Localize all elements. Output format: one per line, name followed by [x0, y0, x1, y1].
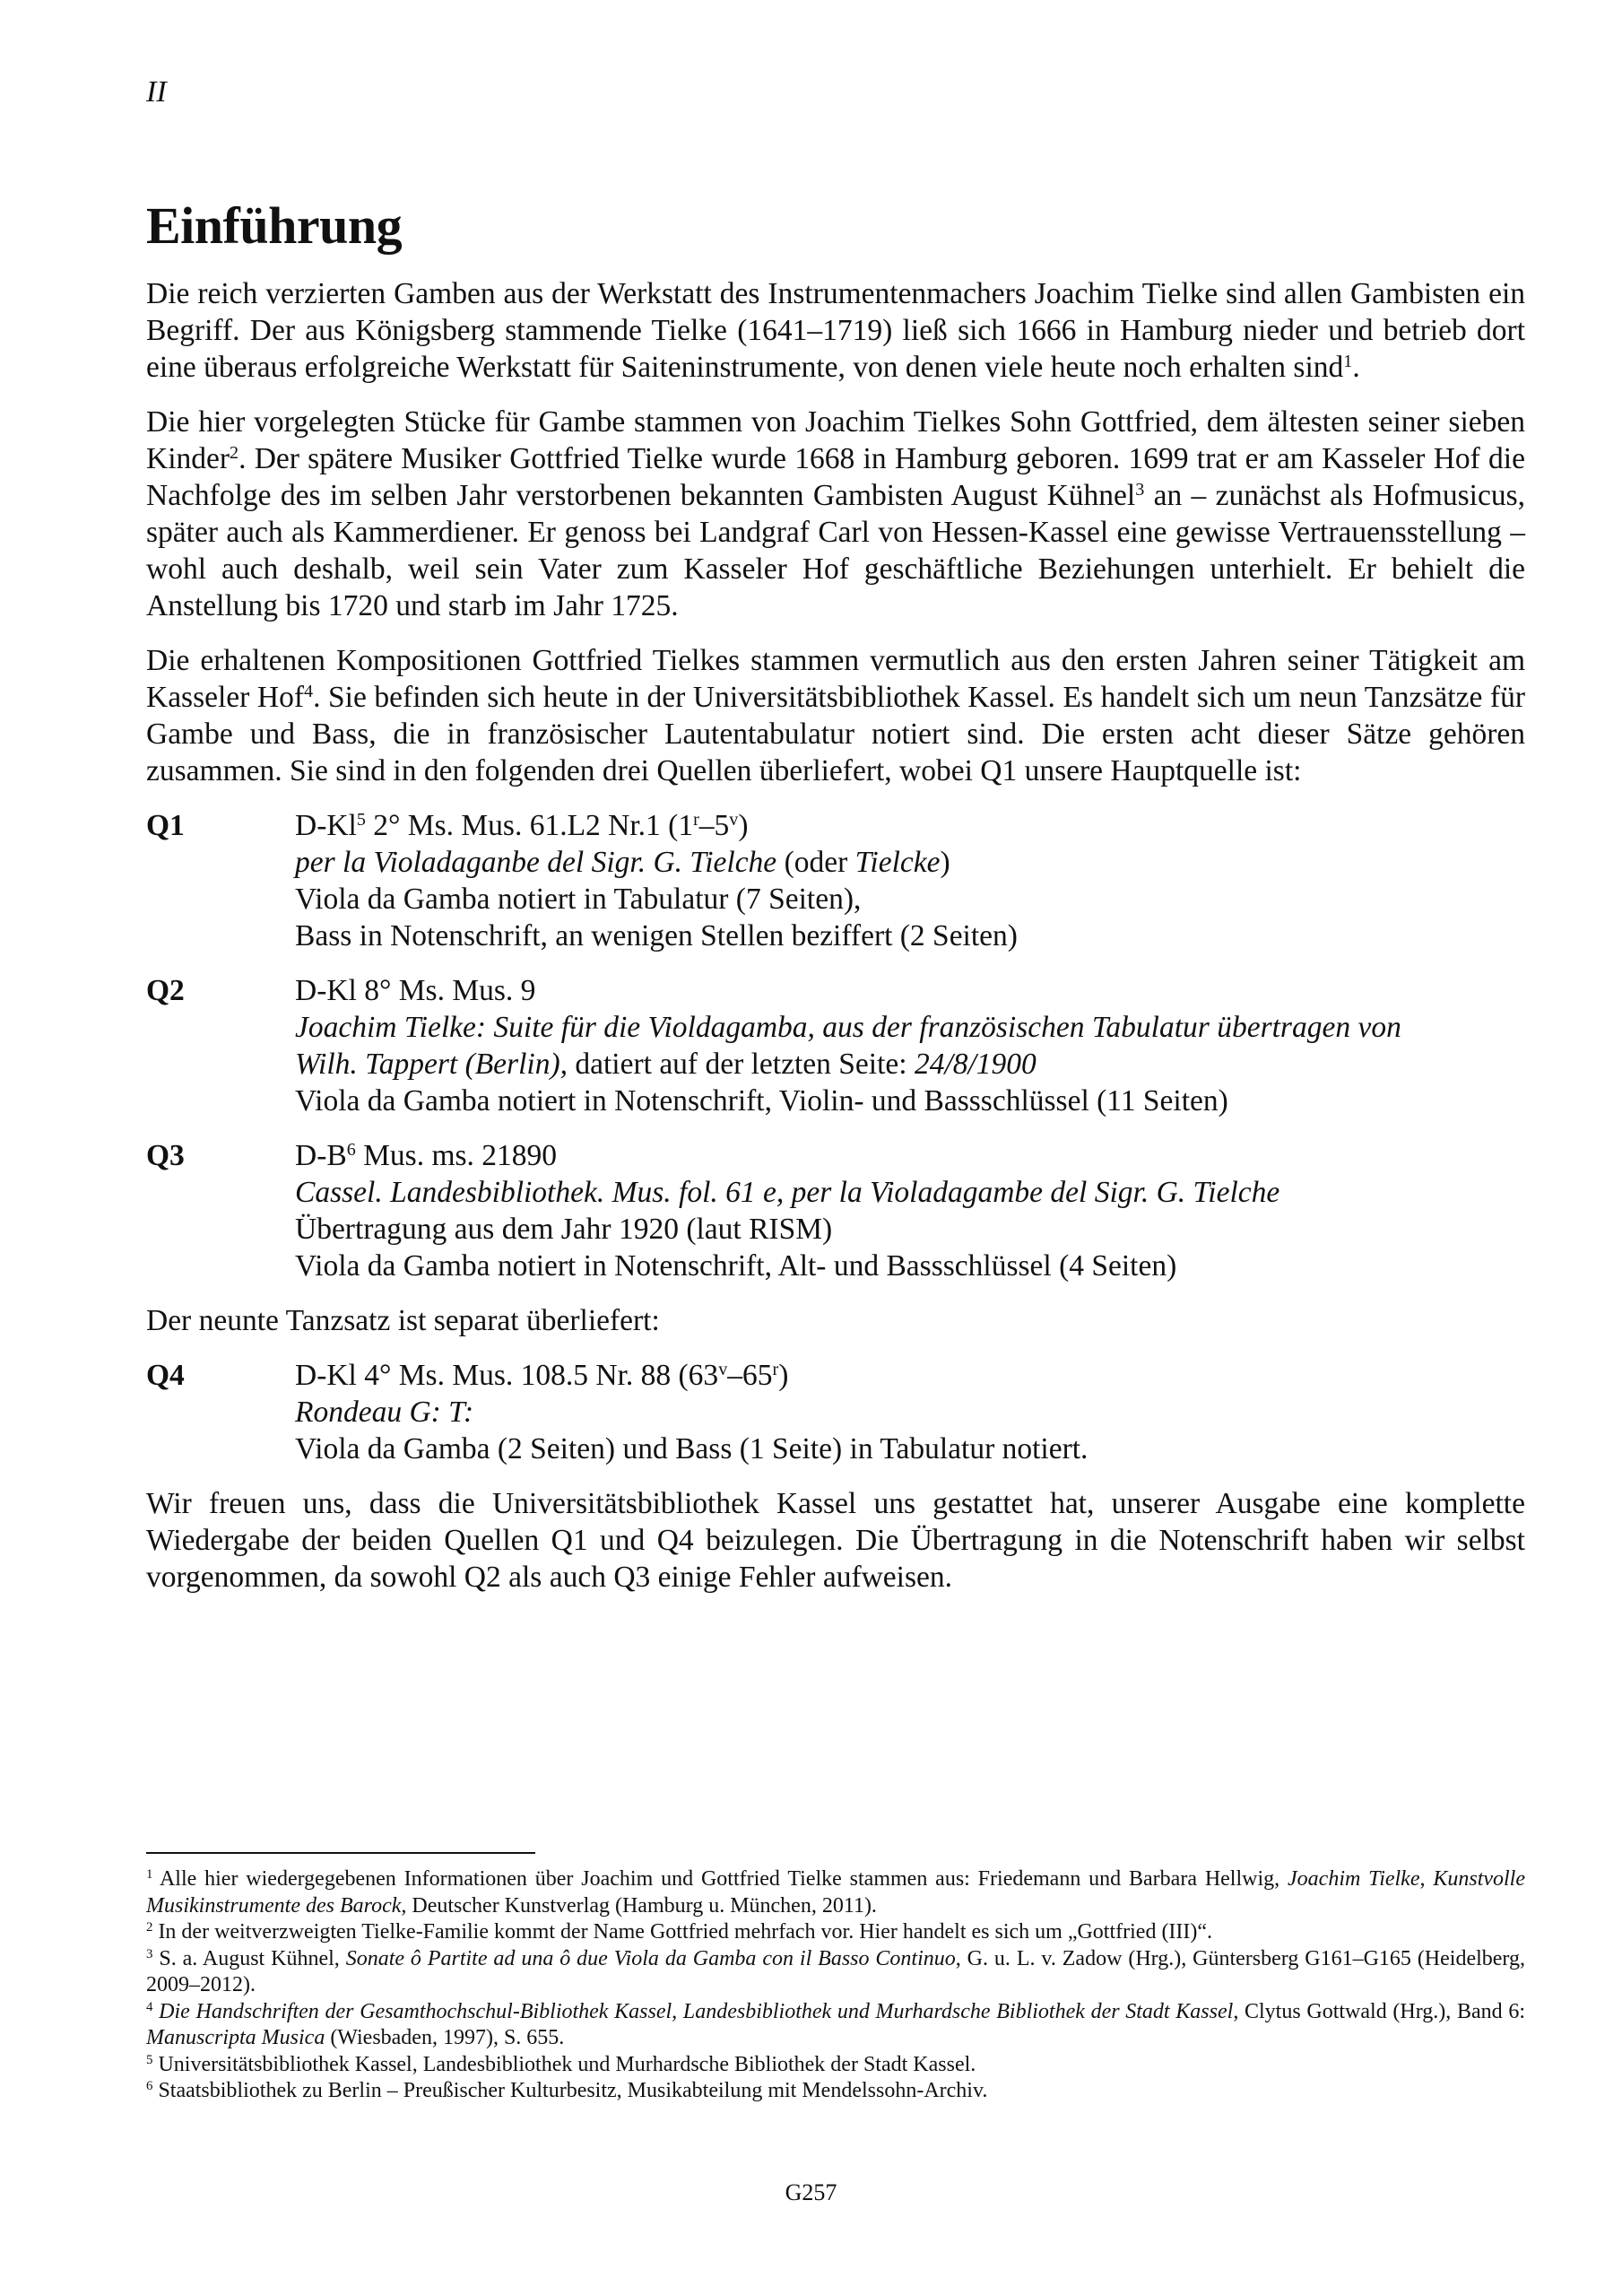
source-list-separate — [146, 1357, 1525, 1467]
source-detail-line — [295, 1083, 1525, 1119]
source-label: Q4 — [146, 1359, 185, 1392]
text-run: . Sie befinden sich heute in der Universitätsbibliothek Kassel. Es handelt sich um neun Tanzsätze für Gambe und Bass, die in französischer Lautentabulatur notiert sind. Die ersten acht dieser Sätze gehören zusammen. Sie sind in den folgenden drei Quellen überliefert, wobei Q1 unsere Hauptquelle ist: — [146, 681, 1525, 787]
source-entry-q2 — [146, 972, 1525, 1119]
text-run: –65 — [727, 1359, 773, 1392]
text-run: Der neunte Tanzsatz ist separat überliefert: — [146, 1304, 660, 1337]
footnote-1 — [146, 1866, 1525, 1919]
text-run: Cassel. Landesbibliothek. Mus. fol. 61 e, per la Violadagambe del Sigr. G. Tielche — [295, 1176, 1280, 1209]
source-detail-line — [295, 1431, 1525, 1467]
text-run: Die Handschriften der Gesamthochschul-Bibliothek Kassel, Landesbibliothek und Murhardsche Bibliothek der Stadt Kassel — [159, 1999, 1234, 2023]
text-run: Die hier vorgelegten Stücke für Gambe stammen von Joachim Tielkes Sohn Gottfried, dem ältesten seiner sieben Kinder — [146, 405, 1525, 475]
source-details — [295, 807, 1525, 954]
text-run: datiert auf der letzten Seite: — [568, 1048, 915, 1081]
text-run: D-Kl 4° Ms. Mus. 108.5 Nr. 88 (63 — [295, 1359, 719, 1392]
text-run: Wir freuen uns, dass die Universitätsbibliothek Kassel uns gestattet hat, unserer Ausgabe eine komplette Wiedergabe der beiden Quellen Q1 und Q4 beizulegen. Die Übertragung in die Notenschrift haben wir selbst vorgenommen, da sowohl Q2 als auch Q3 einige Fehler aufweisen. — [146, 1487, 1525, 1594]
source-label: Q2 — [146, 974, 185, 1007]
source-detail-line — [295, 972, 1525, 1009]
text-run: Die erhaltenen Kompositionen Gottfried Tielkes stammen vermutlich aus den ersten Jahren seiner Tätigkeit am Kasseler Hof — [146, 644, 1525, 714]
footnote-ref: 4 — [304, 681, 314, 701]
text-run: Bass in Notenschrift, an wenigen Stellen beziffert (2 Seiten) — [295, 919, 1018, 952]
source-detail-line — [295, 807, 1525, 844]
footnote-ref: 5 — [146, 2052, 153, 2067]
paragraph-separate-source — [146, 1302, 1525, 1339]
running-head: II — [146, 75, 167, 109]
source-entry-q1 — [146, 807, 1525, 954]
footnote-separator — [146, 1852, 535, 1854]
source-details — [295, 972, 1525, 1119]
text-run: In der weitverzweigten Tielke-Familie kommt der Name Gottfried mehrfach vor. Hier handelt es sich um „Gottfried (III)“. — [152, 1920, 1213, 1944]
source-detail-line — [295, 918, 1525, 954]
text-run: Staatsbibliothek zu Berlin – Preußischer Kulturbesitz, Musikabteilung mit Mendelssohn-Archiv. — [152, 2079, 988, 2102]
text-run: Die reich verzierten Gamben aus der Werkstatt des Instrumentenmachers Joachim Tielke sind allen Gambisten ein Begriff. Der aus Königsberg stammende Tielke (1641–1719) ließ sich 1666 in Hamburg nieder und betrieb dort eine überaus erfolgreiche Werkstatt für Saiteninstrumente, von denen viele heute noch erhalten sind — [146, 277, 1525, 384]
footnote-3 — [146, 1946, 1525, 1999]
footnote-ref: 6 — [146, 2078, 153, 2093]
text-run: 24/8/1900 — [914, 1048, 1037, 1081]
text-run: D-B — [295, 1139, 347, 1172]
source-detail-line — [295, 1174, 1525, 1211]
paragraph-compositions — [146, 642, 1525, 789]
footnote-ref: 6 — [346, 1139, 356, 1160]
text-run: Übertragung aus dem Jahr 1920 (laut RISM) — [295, 1213, 833, 1246]
text-run: Viola da Gamba notiert in Notenschrift, Alt- und Bassschlüssel (4 Seiten) — [295, 1249, 1177, 1283]
footnote-4 — [146, 1999, 1525, 2052]
text-run: Deutscher Kunstverlag (Hamburg u. München, 2011). — [406, 1893, 877, 1918]
text-run: Alle hier wiedergegebenen Informationen über Joachim und Gottfried Tielke stammen aus: Friedemann und Barbara Hellwig, — [152, 1867, 1288, 1891]
text-run: Manuscripta Musica — [146, 2026, 325, 2049]
text-run: Viola da Gamba notiert in Notenschrift, Violin- und Bassschlüssel (11 Seiten) — [295, 1084, 1228, 1118]
text-run: Viola da Gamba notiert in Tabulatur (7 Seiten), — [295, 883, 862, 916]
footnote-ref: v — [729, 809, 739, 830]
text-run: an – zunächst als Hofmusicus, später auch als Kammerdiener. Er genoss bei Landgraf Carl von Hessen-Kassel eine gewisse Vertrauensstellung – wohl auch deshalb, weil sein Vater zum Kasseler Hof geschäftliche Beziehungen unterhielt. Er behielt die Anstellung bis 1720 und starb im Jahr 1725. — [146, 479, 1525, 622]
footnote-ref: 4 — [146, 1999, 153, 2014]
text-run: Tielcke — [854, 846, 941, 879]
paragraph-biography — [146, 404, 1525, 624]
text-run: D-Kl — [295, 809, 357, 842]
footnote-5 — [146, 2052, 1525, 2079]
source-details — [295, 1357, 1525, 1467]
footnote-2 — [146, 1919, 1525, 1946]
source-entry-q3 — [146, 1137, 1525, 1284]
text-run: Rondeau G: T: — [295, 1396, 474, 1429]
text-run: (oder — [776, 846, 855, 879]
text-run: per la Violadaganbe del Sigr. G. Tielche — [295, 846, 777, 879]
footnote-ref: 3 — [1135, 479, 1145, 500]
footnote-ref: 2 — [230, 442, 239, 463]
source-detail-line — [295, 844, 1525, 881]
footnote-ref: v — [718, 1359, 728, 1379]
paragraph-intro — [146, 275, 1525, 386]
text-run: Mus. ms. 21890 — [355, 1139, 558, 1172]
page-title: Einführung — [146, 196, 403, 255]
source-details — [295, 1137, 1525, 1284]
footnote-ref: r — [772, 1359, 779, 1379]
source-detail-line — [295, 1009, 1525, 1046]
text-run: Viola da Gamba (2 Seiten) und Bass (1 Seite) in Tabulatur notiert. — [295, 1432, 1089, 1465]
source-detail-line — [295, 1211, 1525, 1248]
footnote-ref: 3 — [146, 1946, 153, 1961]
footnote-ref: 5 — [356, 809, 366, 830]
text-run: ) — [778, 1359, 789, 1392]
footnote-ref: 2 — [146, 1919, 153, 1935]
text-run: –5 — [698, 809, 730, 842]
source-detail-line — [295, 1046, 1525, 1083]
text-run: S. a. August Kühnel, — [152, 1946, 346, 1970]
body-text — [146, 275, 1525, 1613]
text-run: Joachim Tielke, Kunstvolle Musikinstrumente des Barock, — [146, 1867, 1526, 1918]
text-run: (Wiesbaden, 1997), S. 655. — [325, 2026, 565, 2049]
source-detail-line — [295, 1248, 1525, 1284]
source-label: Q3 — [146, 1139, 185, 1172]
source-detail-line — [295, 881, 1525, 918]
paragraph-closing — [146, 1485, 1525, 1596]
text-run: ) — [940, 846, 950, 879]
footnote-ref: 1 — [146, 1866, 153, 1882]
source-detail-line — [295, 1357, 1525, 1394]
footnote-6 — [146, 2078, 1525, 2105]
text-run: . Der spätere Musiker Gottfried Tielke wurde 1668 in Hamburg geboren. 1699 trat er am Kasseler Hof die Nachfolge des im selben Jahr verstorbenen bekannten Gambisten August Kühnel — [146, 442, 1525, 512]
text-run: Sonate ô Partite ad una ô due Viola da Gamba con il Basso Continuo — [345, 1946, 956, 1970]
source-detail-line — [295, 1137, 1525, 1174]
text-run: . — [1352, 351, 1360, 384]
text-run: D-Kl 8° Ms. Mus. 9 — [295, 974, 536, 1007]
text-run: Wilh. Tappert (Berlin), — [295, 1048, 568, 1081]
text-run: Universitätsbibliothek Kassel, Landesbibliothek und Murhardsche Bibliothek der Stadt Kassel. — [152, 2052, 976, 2076]
text-run: , G. u. L. v. Zadow (Hrg.), Güntersberg G161–G165 (Heidelberg, 2009–2012). — [146, 1946, 1525, 1996]
source-detail-line — [295, 1394, 1525, 1431]
footnote-ref: r — [693, 809, 699, 830]
source-label: Q1 — [146, 809, 185, 842]
source-list-main — [146, 807, 1525, 1284]
source-entry-q4 — [146, 1357, 1525, 1467]
text-run: 2° Ms. Mus. 61.L2 Nr.1 (1 — [365, 809, 694, 842]
page-number: G257 — [785, 2179, 837, 2205]
text-run: , Clytus Gottwald (Hrg.), Band 6: — [1233, 1999, 1525, 2023]
footnotes — [146, 1852, 1525, 2105]
text-run: Joachim Tielke: Suite für die Violdagamba, aus der französischen Tabulatur übertragen von — [295, 1011, 1401, 1044]
text-run: ) — [738, 809, 749, 842]
footnote-list — [146, 1866, 1525, 2105]
footnote-ref: 1 — [1343, 351, 1353, 371]
